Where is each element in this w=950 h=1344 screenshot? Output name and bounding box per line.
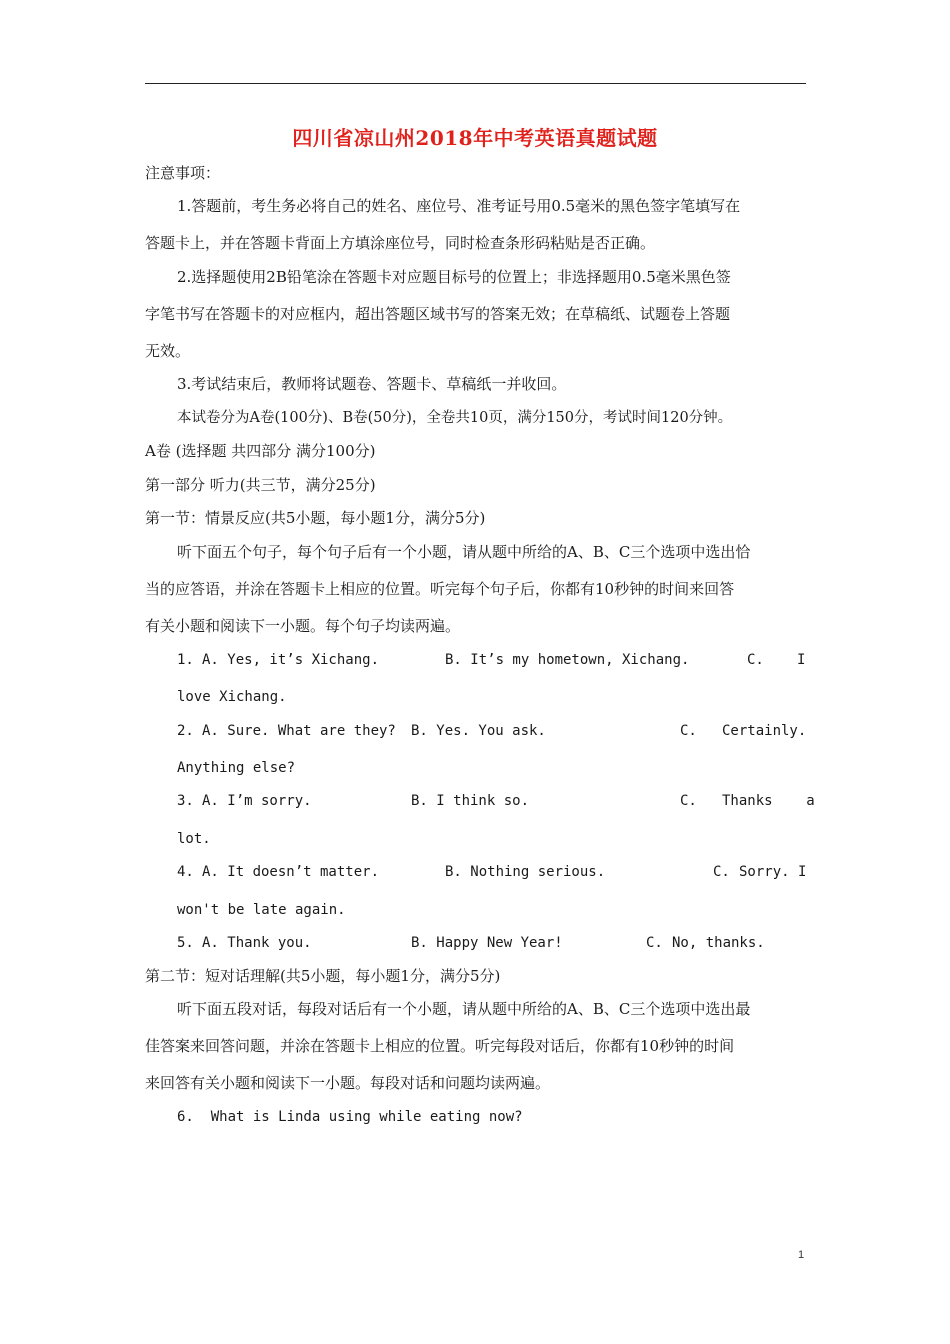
- question-4-option-c-text: Sorry. I: [739, 864, 807, 880]
- question-3-option-c-text: Thanks a: [722, 793, 815, 809]
- question-6: 6. What is Linda using while eating now?: [177, 1109, 523, 1125]
- section-1-heading: 第一节：情景反应(共5小题，每小题1分，满分5分): [145, 509, 486, 527]
- section-2-instruction-line-1: 听下面五段对话，每段对话后有一个小题，请从题中所给的A、B、C三个选项中选出最: [177, 1000, 751, 1018]
- question-1-option-c-label: C.: [747, 652, 764, 668]
- question-1-option-b: B. It’s my hometown, Xichang.: [445, 652, 690, 668]
- question-1-number: 1.: [177, 652, 194, 668]
- page-number: 1: [798, 1249, 805, 1261]
- question-4-option-c-label: C.: [713, 864, 730, 880]
- section-1-instruction-line-2: 当的应答语，并涂在答题卡上相应的位置。听完每个句子后，你都有10秒钟的时间来回答: [145, 580, 735, 598]
- question-4-option-b: B. Nothing serious.: [445, 864, 606, 880]
- question-4-option-c-continued: won't be late again.: [177, 902, 346, 918]
- question-3-option-b: B. I think so.: [411, 793, 530, 809]
- question-3-option-a: A. I’m sorry.: [202, 793, 312, 809]
- page-title: 四川省凉山州2018年中考英语真题试题: [292, 126, 658, 150]
- question-1-option-c-text: I: [797, 652, 806, 668]
- notice-item-2-line-2: 字笔书写在答题卡的对应框内，超出答题区域书写的答案无效；在草稿纸、试题卷上答题: [145, 305, 731, 323]
- notice-item-1-line-2: 答题卡上，并在答题卡背面上方填涂座位号，同时检查条形码粘贴是否正确。: [145, 234, 656, 252]
- part-1-heading: 第一部分 听力(共三节，满分25分): [145, 476, 376, 494]
- volume-a-heading: A卷 (选择题 共四部分 满分100分): [145, 442, 376, 460]
- question-2-option-a: A. Sure. What are they?: [202, 723, 396, 739]
- question-3-option-c-continued: lot.: [177, 831, 211, 847]
- notice-item-2-line-3: 无效。: [145, 342, 191, 360]
- notice-item-2-line-1: 2.选择题使用2B铅笔涂在答题卡对应题目标号的位置上；非选择题用0.5毫米黑色签: [177, 268, 731, 286]
- question-2-number: 2.: [177, 723, 194, 739]
- question-2-option-c-continued: Anything else?: [177, 760, 296, 776]
- question-3-number: 3.: [177, 793, 194, 809]
- notice-item-3: 3.考试结束后，教师将试题卷、答题卡、草稿纸一并收回。: [177, 375, 567, 393]
- question-1-option-a: A. Yes, it’s Xichang.: [202, 652, 380, 668]
- question-5-option-a: A. Thank you.: [202, 935, 312, 951]
- question-5-option-c-text: No, thanks.: [672, 935, 765, 951]
- question-4-option-a: A. It doesn’t matter.: [202, 864, 380, 880]
- exam-summary: 本试卷分为A卷(100分)、B卷(50分)，全卷共10页，满分150分，考试时间120分钟。: [177, 410, 733, 426]
- question-5-option-b: B. Happy New Year!: [411, 935, 563, 951]
- question-5-option-c-label: C.: [646, 935, 663, 951]
- question-1-option-c-continued: love Xichang.: [177, 689, 287, 705]
- section-2-heading: 第二节：短对话理解(共5小题，每小题1分，满分5分): [145, 967, 501, 985]
- question-2-option-c-text: Certainly.: [722, 723, 807, 739]
- question-2-option-c-label: C.: [680, 723, 697, 739]
- question-3-option-c-label: C.: [680, 793, 697, 809]
- section-2-instruction-line-2: 佳答案来回答问题，并涂在答题卡上相应的位置。听完每段对话后，你都有10秒钟的时间: [145, 1037, 735, 1055]
- question-5-number: 5.: [177, 935, 194, 951]
- section-1-instruction-line-1: 听下面五个句子，每个句子后有一个小题，请从题中所给的A、B、C三个选项中选出恰: [177, 543, 751, 561]
- notice-heading: 注意事项：: [145, 164, 221, 182]
- section-2-instruction-line-3: 来回答有关小题和阅读下一小题。每段对话和问题均读两遍。: [145, 1074, 551, 1092]
- question-2-option-b: B. Yes. You ask.: [411, 723, 546, 739]
- header-rule: [145, 83, 806, 84]
- section-1-instruction-line-3: 有关小题和阅读下一小题。每个句子均读两遍。: [145, 617, 461, 635]
- question-4-number: 4.: [177, 864, 194, 880]
- notice-item-1-line-1: 1.答题前，考生务必将自己的姓名、座位号、准考证号用0.5毫米的黑色签字笔填写在: [177, 197, 741, 215]
